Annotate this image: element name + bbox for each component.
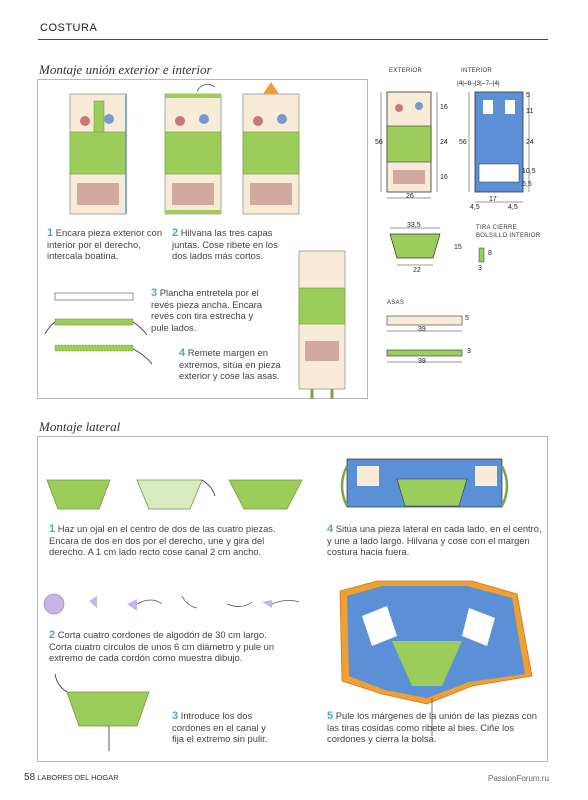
- step-text: Haz un ojal en el centro de dos de las cuatro piezas. Encara de dos en dos por el derecho, une y gira del derecho. A 1 cm lado recto cose canal 2 cm ancho.: [49, 523, 276, 558]
- bolsillo-label: BOLSILLO INTERIOR: [476, 233, 541, 239]
- heading-top: Montaje unión exterior e interior: [39, 62, 212, 77]
- step-text: Remete margen en extremos, sitúa en pieza exterior y cose las asas.: [179, 347, 281, 382]
- piece-2-illustration: [165, 84, 221, 214]
- footer: [24, 772, 119, 783]
- side-top: 33,5: [407, 222, 421, 229]
- bag-assembled-illustration: [299, 251, 345, 399]
- step-text: Plancha entretela por el revés pieza ancha. Encara revés con tira estrecha y pule lados.: [151, 287, 263, 333]
- step-number: 3: [172, 710, 179, 722]
- tira-dim-3: 3: [478, 265, 482, 272]
- interior-bottom-3: 4,5: [508, 204, 518, 211]
- header-rule: [38, 39, 548, 40]
- tira-dim-8: 8: [488, 250, 492, 257]
- bottom-step-4: [327, 523, 542, 558]
- step-number: 3: [151, 287, 158, 299]
- bottom-step-5: [327, 710, 542, 745]
- page-number: 58: [24, 772, 36, 783]
- piece-1-illustration: [70, 94, 126, 214]
- step-text: Introduce los dos cordones en el canal y fija el extremo sin pulir.: [172, 710, 268, 745]
- exterior-label: EXTERIOR: [389, 68, 423, 74]
- bottom-step-2: [49, 629, 284, 664]
- step-number: 1: [49, 523, 56, 535]
- step-number: 4: [179, 347, 186, 359]
- asas-label: ASAS: [387, 300, 405, 306]
- asa1-height: 5: [465, 315, 469, 322]
- step-text: Sitúa una pieza lateral en cada lado, en el centro, y une a lado largo. Hilvana y cose con el margen costura hacia fuera.: [327, 523, 542, 558]
- step-text: Hilvana las tres capas juntas. Cose ribete en los dos lados más cortos.: [172, 227, 278, 262]
- bottom-step-3: [172, 710, 277, 745]
- piece-3-illustration: [243, 82, 299, 214]
- top-step-2: [172, 227, 290, 262]
- exterior-width: 26: [406, 193, 414, 200]
- interior-sec-3: 24: [526, 139, 534, 146]
- interior-sec-2: 11: [526, 108, 534, 115]
- interior-bottom-2: 17: [489, 196, 497, 203]
- step-text: Pule los márgenes de la unión de las piezas con las tiras cosidas como ribete al bies. Ciñe los cordones y cierra la bolsa.: [327, 710, 537, 745]
- asa2-width: 39: [418, 358, 426, 365]
- exterior-sec-3: 16: [440, 174, 448, 181]
- exterior-sec-2: 24: [440, 139, 448, 146]
- interior-bottom-1: 4,5: [470, 204, 480, 211]
- top-step-3: [151, 287, 265, 333]
- step-text: Corta cuatro cordones de algodón de 30 cm largo. Corta cuatro círculos de unos 6 cm diámetro y pule un extremo de cada cordón como muestra dibujo.: [49, 629, 275, 664]
- side-bottom: 22: [413, 267, 421, 274]
- step-number: 4: [327, 523, 334, 535]
- step-number: 5: [327, 710, 334, 722]
- top-step-4: [179, 347, 289, 382]
- interior-sec-4: 10,5: [522, 168, 536, 175]
- heading-bottom: Montaje lateral: [39, 419, 121, 434]
- tira-label: TIRA CIERRE: [476, 225, 517, 231]
- side-height: 15: [454, 244, 462, 251]
- interior-sec-1: 5: [526, 92, 530, 99]
- interior-sec-5: 5,5: [522, 181, 532, 188]
- interior-top-dims: |4|–8–|3|–7–|4|: [457, 80, 500, 87]
- interior-height: 56: [459, 139, 467, 146]
- asa2-height: 3: [467, 348, 471, 355]
- step-number: 2: [49, 629, 56, 641]
- step-number: 2: [172, 227, 179, 239]
- top-step-1: [47, 227, 163, 262]
- exterior-sec-1: 16: [440, 104, 448, 111]
- watermark: PassionForum.ru: [488, 774, 549, 783]
- exterior-height: 56: [375, 139, 383, 146]
- strips-illustration: [45, 293, 152, 364]
- bottom-step-1: [49, 523, 284, 558]
- magazine-name: LABORES DEL HOGAR: [37, 773, 119, 782]
- step-text: Encara pieza exterior con interior por el derecho, intercala boatina.: [47, 227, 163, 262]
- section-label: COSTURA: [40, 22, 98, 34]
- interior-label: INTERIOR: [461, 68, 493, 74]
- asa1-width: 39: [418, 326, 426, 333]
- step-number: 1: [47, 227, 54, 239]
